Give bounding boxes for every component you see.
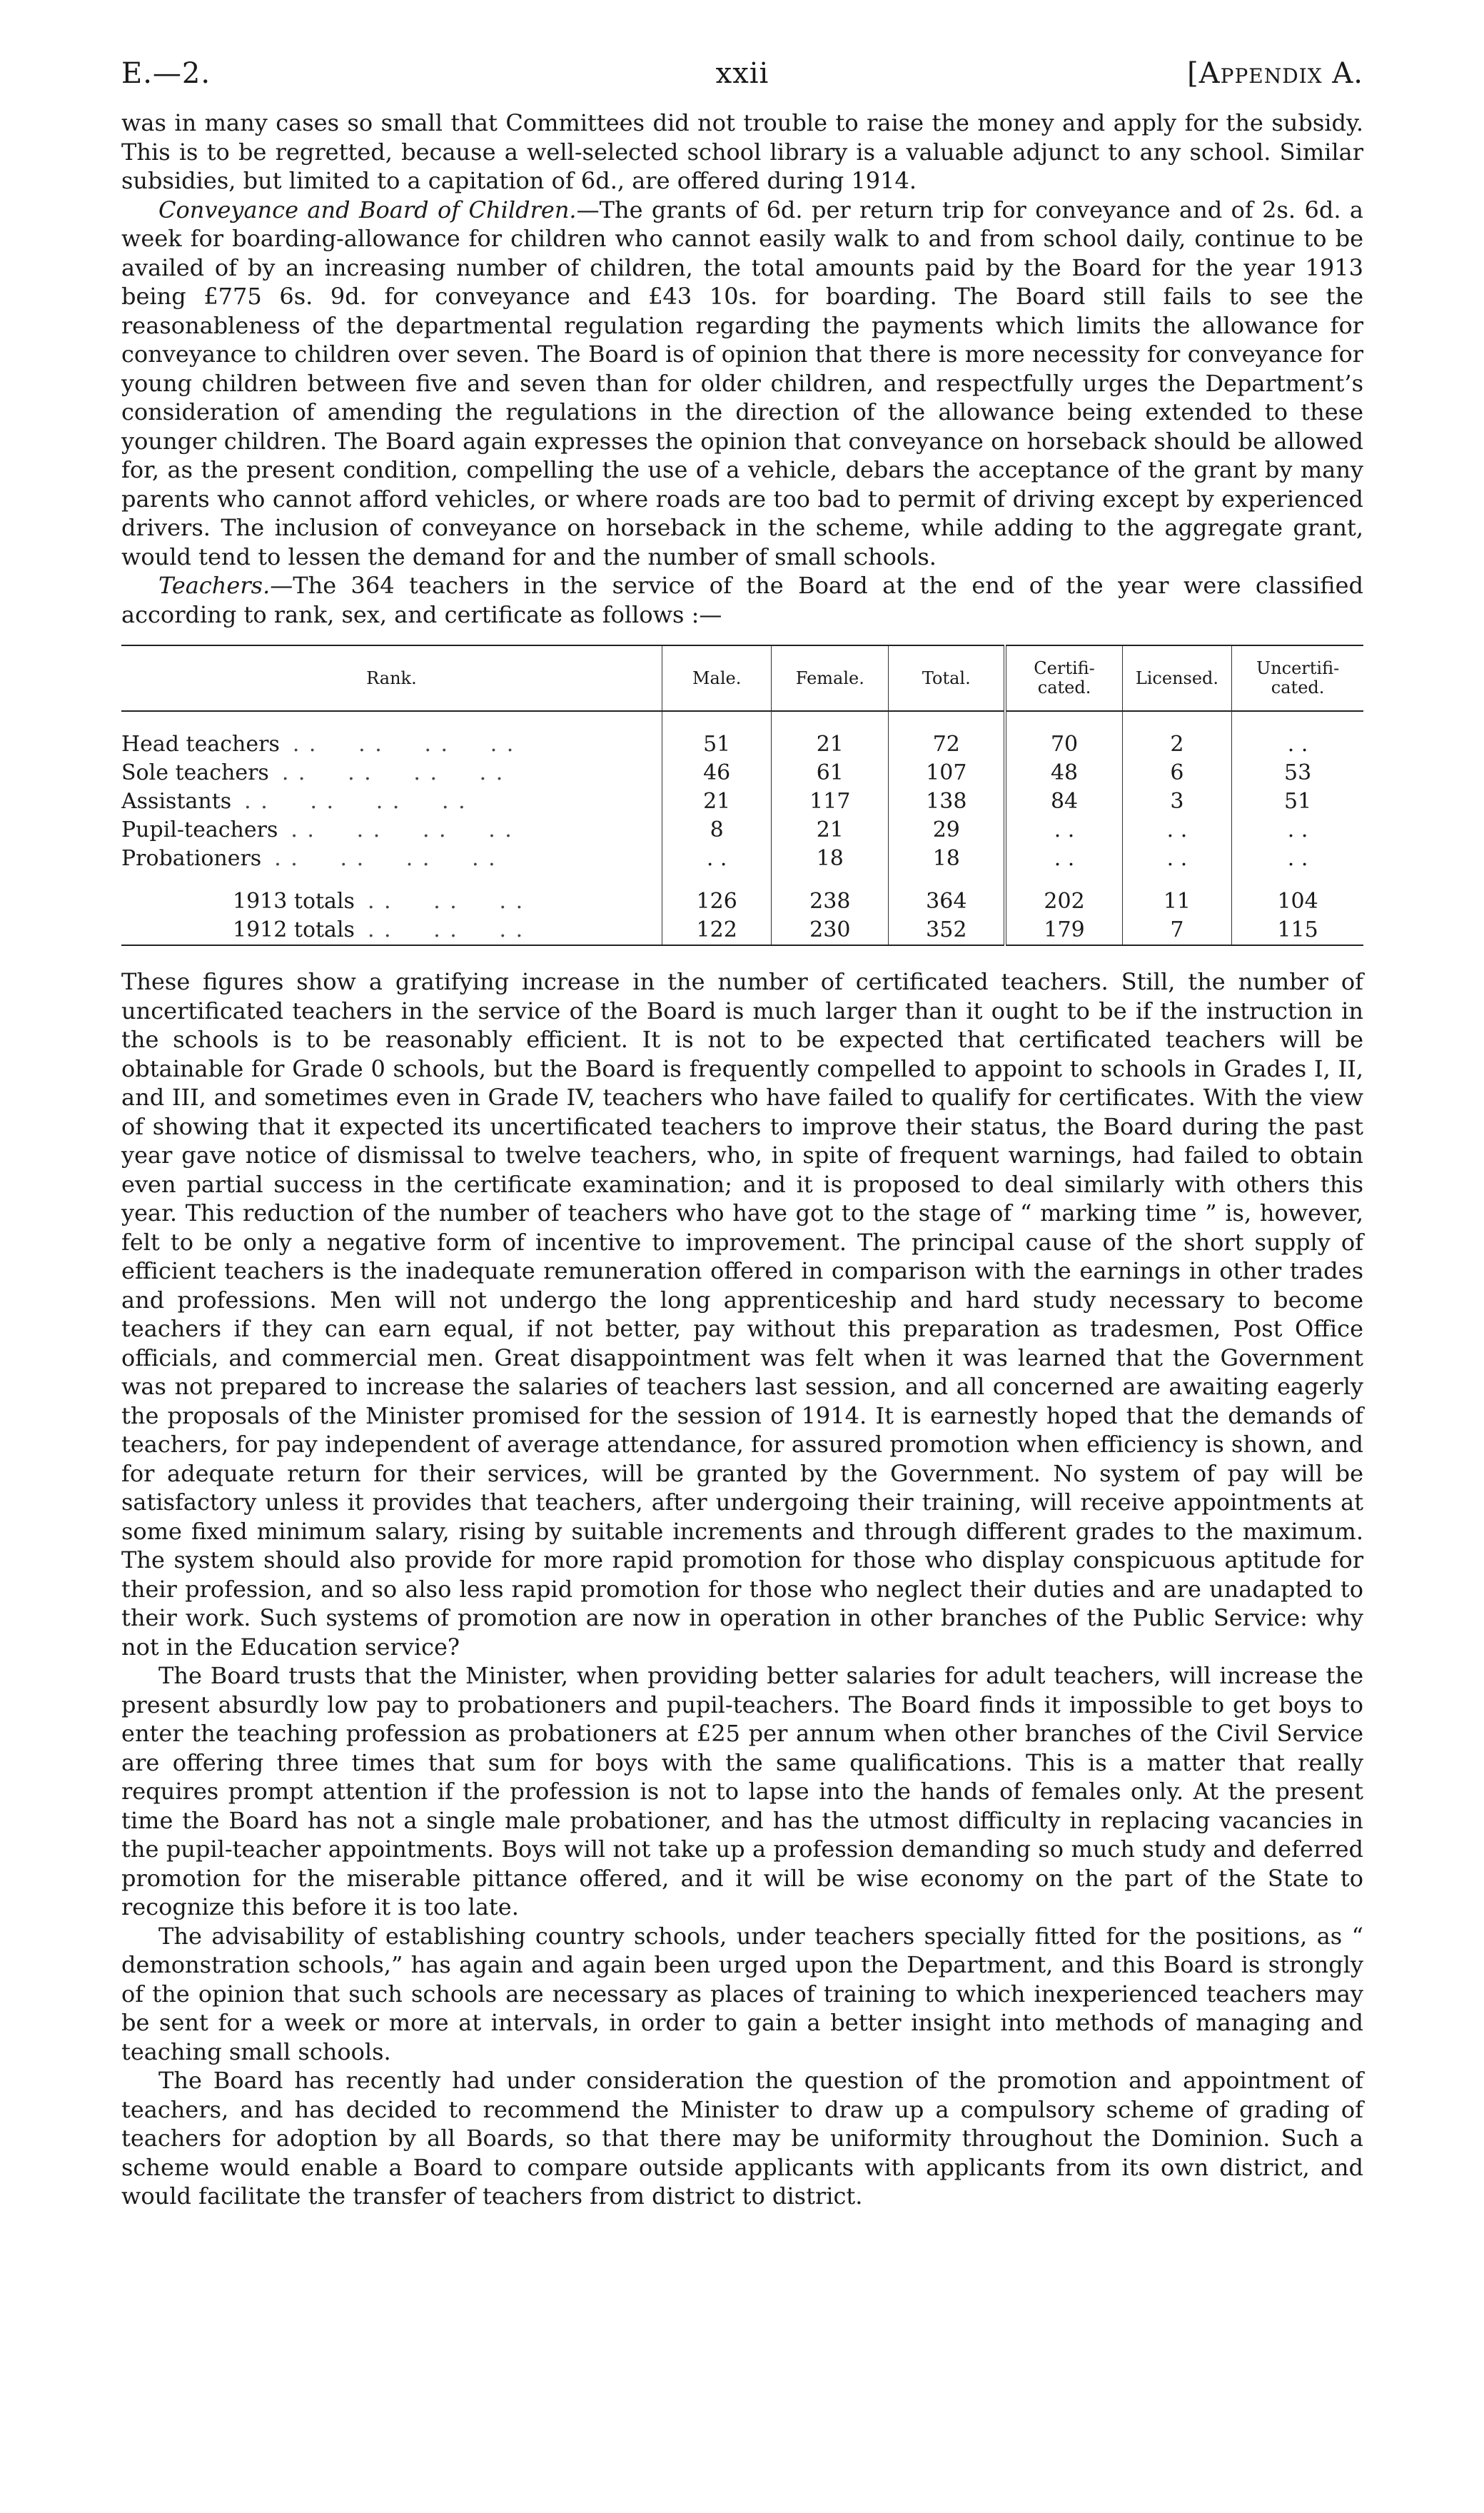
cell-total: 72 xyxy=(889,730,1006,759)
column-header-licensed: Licensed. xyxy=(1122,645,1232,711)
table-row xyxy=(121,787,1363,816)
cell-female: 21 xyxy=(772,816,889,845)
cell-licensed: 3 xyxy=(1122,787,1232,816)
cell-male: 8 xyxy=(662,816,772,845)
cell-certificated: 202 xyxy=(1005,887,1122,916)
rank-label: 1912 totals xyxy=(233,917,355,942)
column-header-uncertificated: Uncertifi- cated. xyxy=(1232,645,1363,711)
column-header-total: Total. xyxy=(889,645,1006,711)
body-text-bottom xyxy=(121,967,1363,2211)
cell-rank xyxy=(121,887,662,916)
cell-licensed: 6 xyxy=(1122,759,1232,787)
paragraph-text: —The grants of 6d. per return trip for conveyance and of 2s. 6d. a week for boarding-allowance for children who cannot easily walk to and from school daily, continue to be availed of by an increasing number of children, the total amounts paid by the Board for the year 1913 being £775 6s. 9d. for conveyance and £43 10s. for boarding. The Board still fails to see the reasonableness of the departmental regulation regarding the payments which limits the allowance for conveyance to children over seven. The Board is of opinion that there is more necessity for conveyance for young children between five and seven than for older children, and respectfully urges the Department’s consideration of amending the regulations in the direction of the allowance being extended to these younger children. The Board again expresses the opinion that conveyance on horseback should be allowed for, as the present condition, compelling the use of a vehicle, debars the acceptance of the grant by many parents who cannot afford vehicles, or where roads are too bad to permit of driving except by experienced drivers. The inclusion of conveyance on horseback in the scheme, while adding to the aggregate grant, would tend to lessen the demand for and the number of small schools. xyxy=(121,196,1364,570)
rank-label: 1913 totals xyxy=(233,889,355,914)
cell-uncertificated: 104 xyxy=(1277,889,1318,914)
cell-rank xyxy=(121,916,662,945)
cell-certificated: 84 xyxy=(1005,787,1122,816)
cell-total: 18 xyxy=(889,845,1006,873)
cell-female: 18 xyxy=(772,845,889,873)
table-header-row xyxy=(121,645,1363,711)
cell-uncertificated: . . xyxy=(1287,732,1308,757)
cell-uncertificated: 53 xyxy=(1284,760,1312,785)
cell-male: 122 xyxy=(662,916,772,945)
paragraph-lead: Conveyance and Board of Children. xyxy=(158,196,577,223)
column-header-male: Male. xyxy=(662,645,772,711)
cell-certificated: 179 xyxy=(1005,916,1122,945)
cell-total: 138 xyxy=(889,787,1006,816)
paragraph-demonstration-schools: The advisability of establishing country schools, under teachers specially fitted for the positions, as “ demonstration schools,” has again and again been urged upon the Department, and this Board is strongly of the opinion that such schools are necessary as places of training to which inexperienced teachers may be sent for a week or more at intervals, in order to gain a better insight into methods of managing and teaching small schools. xyxy=(121,1922,1363,2065)
rank-label: Assistants xyxy=(121,789,232,814)
cell-female: 117 xyxy=(772,787,889,816)
leader-dots: . . . . . . xyxy=(367,889,525,914)
cell-male: . . xyxy=(662,845,772,873)
cell-licensed: . . xyxy=(1122,816,1232,845)
paragraph-conveyance xyxy=(121,196,1363,572)
paragraph-probationers: The Board trusts that the Minister, when providing better salaries for adult teachers, will increase the present absurdly low pay to probationers and pupil-teachers. The Board finds it impossible to get boys to enter the teaching profession as probationers at £25 per annum when other branches of the Civil Service are offering three times that sum for boys with the same qualifications. This is a matter that really requires prompt attention if the profession is not to lapse into the hands of females only. At the present time the Board has not a single male probationer, and has the utmost difficulty in replacing vacancies in the pupil-teacher appointments. Boys will not take up a profession demanding so much study and deferred promotion for the miserable pittance offered, and it will be wise economy on the part of the State to recognize this before it is too late. xyxy=(121,1662,1363,1920)
leader-dots: . . . . . . xyxy=(367,917,525,942)
table-body xyxy=(121,711,1363,945)
table-row xyxy=(121,845,1363,873)
cell-licensed: 2 xyxy=(1122,730,1232,759)
column-header-rank: Rank. xyxy=(121,645,662,711)
rank-label: Head teachers xyxy=(121,732,280,757)
cell-licensed: . . xyxy=(1122,845,1232,873)
cell-male: 46 xyxy=(662,759,772,787)
leader-dots: . . . . . . . . xyxy=(291,817,513,842)
cell-female: 61 xyxy=(772,759,889,787)
table-total-row xyxy=(121,887,1363,916)
column-header-certificated: Certifi- cated. xyxy=(1005,645,1122,711)
cell-total: 364 xyxy=(889,887,1006,916)
cell-licensed: 11 xyxy=(1122,887,1232,916)
leader-dots: . . . . . . . . xyxy=(281,760,505,785)
document-reference: E.—2. xyxy=(121,57,211,90)
cell-uncertificated: . . xyxy=(1287,846,1308,871)
cell-certificated: 48 xyxy=(1005,759,1122,787)
cell-rank xyxy=(121,845,662,873)
cell-rank xyxy=(121,730,662,759)
cell-female: 238 xyxy=(772,887,889,916)
document-page xyxy=(121,57,1363,2211)
rank-label: Probationers xyxy=(121,846,262,871)
column-header-female: Female. xyxy=(772,645,889,711)
cell-male: 21 xyxy=(662,787,772,816)
paragraph-lead: Teachers. xyxy=(158,572,271,599)
leader-dots: . . . . . . . . xyxy=(292,732,515,757)
table-row xyxy=(121,730,1363,759)
body-text-top xyxy=(121,109,1363,629)
table-total-row xyxy=(121,916,1363,945)
table-row xyxy=(121,816,1363,845)
cell-uncertificated: 115 xyxy=(1232,916,1363,945)
cell-certificated: 70 xyxy=(1005,730,1122,759)
cell-total: 107 xyxy=(889,759,1006,787)
page-number: xxii xyxy=(715,57,769,90)
cell-female: 230 xyxy=(772,916,889,945)
paragraph-text: —The 364 teachers in the service of the Board at the end of the year were classified according to rank, sex, and certificate as follows :— xyxy=(121,572,1363,628)
cell-certificated: . . xyxy=(1005,816,1122,845)
cell-rank xyxy=(121,816,662,845)
cell-rank xyxy=(121,787,662,816)
paragraph-figures: These figures show a gratifying increase in the number of certificated teachers. Still, the number of uncertificated teachers in the service of the Board is much larger than it ought to be if the instruction in the schools is to be reasonably efficient. It is not to be expected that certificated teachers will be obtainable for Grade 0 schools, but the Board is frequently compelled to appoint to schools in Grades I, II, and III, and sometimes even in Grade IV, teachers who have failed to qualify for certificates. With the view of showing that it expected its uncertificated teachers to improve their status, the Board during the past year gave notice of dismissal to twelve teachers, who, in spite of frequent warnings, had failed to obtain even partial success in the certificate examination; and it is proposed to deal similarly with others this year. This reduction of the number of teachers who have got to the stage of “ marking time ” is, however, felt to be only a negative form of incentive to improvement. The principal cause of the short supply of efficient teachers is the inadequate remuneration offered in comparison with the earnings in other trades and professions. Men will not undergo the long apprenticeship and hard study necessary to become teachers if they can earn equal, if not better, pay without this preparation as tradesmen, Post Office officials, and commercial men. Great disappointment was felt when it was learned that the Government was not prepared to increase the salaries of teachers last session, and all concerned are awaiting eagerly the proposals of the Minister promised for the session of 1914. It is earnestly hoped that the demands of teachers, for pay independent of average attendance, for assured promotion when efficiency is shown, and for adequate return for their services, will be granted by the Government. No system of pay will be satisfactory unless it provides that teachers, after undergoing their training, will receive appointments at some fixed minimum salary, rising by suitable increments and through different grades to the maximum. The system should also provide for more rapid promotion for those who display conspicuous aptitude for their profession, and so also less rapid promotion for those who neglect their duties and are unadapted to their work. Such systems of promotion are now in operation in other branches of the Public Service: why not in the Education service? xyxy=(121,968,1363,1661)
paragraph-teachers xyxy=(121,571,1363,629)
cell-certificated: . . xyxy=(1005,845,1122,873)
paragraph-text: was in many cases so small that Committees did not trouble to raise the money and apply for the subsidy. This is to be regretted, because a well-selected school library is a valuable adjunct to any school. Similar subsidies, but limited to a capitation of 6d., are offered during 1914. xyxy=(121,109,1363,194)
table-spacer-row xyxy=(121,711,1363,730)
cell-licensed: 7 xyxy=(1122,916,1232,945)
rank-label: Sole teachers xyxy=(121,760,269,785)
leader-dots: . . . . . . . . xyxy=(274,846,497,871)
cell-uncertificated: 51 xyxy=(1284,789,1312,814)
cell-uncertificated: . . xyxy=(1287,817,1308,842)
table-spacer-row xyxy=(121,873,1363,887)
cell-total: 352 xyxy=(889,916,1006,945)
rank-label: Pupil-teachers xyxy=(121,817,278,842)
appendix-label: [Appendix A. xyxy=(1187,57,1363,90)
paragraph-grading: The Board has recently had under consideration the question of the promotion and appointment of teachers, and has decided to recommend the Minister to draw up a compulsory scheme of grading of teachers for adoption by all Boards, so that there may be uniformity throughout the Dominion. Such a scheme would enable a Board to compare outside applicants with applicants from its own district, and would facilitate the transfer of teachers from district to district. xyxy=(121,2067,1363,2210)
cell-female: 21 xyxy=(772,730,889,759)
table-row xyxy=(121,759,1363,787)
cell-rank xyxy=(121,759,662,787)
cell-total: 29 xyxy=(889,816,1006,845)
leader-dots: . . . . . . . . xyxy=(244,789,467,814)
teachers-table xyxy=(121,645,1363,946)
cell-male: 51 xyxy=(662,730,772,759)
paragraph-library-subsidy xyxy=(121,109,1363,196)
page-header xyxy=(121,57,1363,109)
cell-male: 126 xyxy=(662,887,772,916)
